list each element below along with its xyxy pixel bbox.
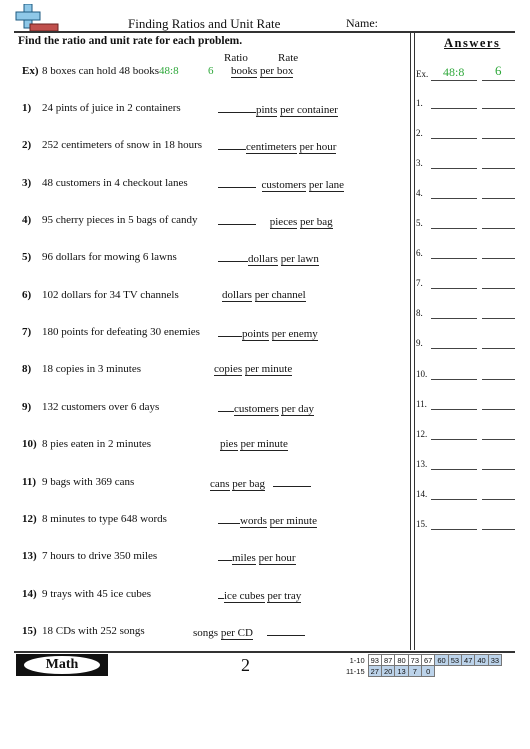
- ratio-answer-field[interactable]: [431, 348, 477, 349]
- page-title: Finding Ratios and Unit Rate: [128, 16, 281, 31]
- problem-number: 5): [22, 251, 32, 263]
- score-cell: 87: [381, 655, 394, 666]
- unit-rate-blank[interactable]: songs per CD: [193, 625, 305, 639]
- problem-number: 4): [22, 214, 32, 226]
- ratio-answer-field[interactable]: [431, 439, 477, 440]
- problem-text: 18 CDs with 252 songs: [42, 625, 145, 637]
- answer-label: 4.: [416, 188, 423, 198]
- answer-label: 14.: [416, 489, 428, 499]
- answer-example-rate: 6: [495, 63, 502, 78]
- answer-label: 3.: [416, 158, 423, 168]
- problem-text: 95 cherry pieces in 5 bags of candy: [42, 214, 198, 226]
- name-label: Name:: [346, 16, 378, 30]
- rate-answer-field[interactable]: [482, 228, 515, 229]
- answer-example-label: Ex.: [416, 69, 429, 79]
- unit-rate-blank[interactable]: words per minute: [218, 513, 317, 527]
- answer-label: 6.: [416, 248, 423, 258]
- score-cell: 0: [422, 666, 435, 677]
- ratio-answer-field[interactable]: [431, 168, 477, 169]
- problem-number: 10): [22, 438, 37, 450]
- problem-number: 8): [22, 363, 32, 375]
- rate-answer-field[interactable]: [482, 318, 515, 319]
- ratio-answer-field[interactable]: [431, 138, 477, 139]
- ratio-column-header: Ratio: [224, 52, 248, 64]
- score-cell: 93: [368, 655, 381, 666]
- score-cell: 67: [422, 655, 435, 666]
- problem-number: 9): [22, 401, 32, 413]
- example-rate: 6: [208, 65, 214, 77]
- score-cell: 13: [395, 666, 408, 677]
- unit-rate-blank[interactable]: dollars per lawn: [218, 251, 319, 265]
- unit-rate-blank[interactable]: miles per hour: [218, 550, 296, 564]
- problem-text: 132 customers over 6 days: [42, 401, 160, 413]
- rate-answer-field[interactable]: [482, 348, 515, 349]
- ratio-answer-field[interactable]: [431, 469, 477, 470]
- ratio-answer-field[interactable]: [431, 499, 477, 500]
- score-key-row: [344, 655, 502, 666]
- unit-rate-blank[interactable]: customers per day: [218, 401, 314, 415]
- answer-label: 15.: [416, 519, 428, 529]
- unit-rate-blank[interactable]: points per enemy: [218, 326, 318, 340]
- answer-label: 10.: [416, 369, 428, 379]
- problem-text: 8 minutes to type 648 words: [42, 513, 167, 525]
- problem-text: 102 dollars for 34 TV channels: [42, 289, 179, 301]
- problem-number: 1): [22, 102, 32, 114]
- score-cell: 53: [448, 655, 461, 666]
- ratio-answer-field[interactable]: [431, 108, 477, 109]
- rate-answer-field[interactable]: [482, 469, 515, 470]
- answer-label: 1.: [416, 98, 423, 108]
- footer-rule: [14, 651, 515, 653]
- answer-example-ratio: 48:8: [443, 65, 465, 79]
- ratio-answer-field[interactable]: [431, 529, 477, 530]
- example-text: 8 boxes can hold 48 books48:8: [42, 65, 179, 77]
- score-key-table: [344, 654, 502, 677]
- rate-answer-field[interactable]: [482, 258, 515, 259]
- ratio-answer-field[interactable]: [431, 288, 477, 289]
- problem-number: 3): [22, 177, 32, 189]
- problem-text: 24 pints of juice in 2 containers: [42, 102, 181, 114]
- problem-text: 9 trays with 45 ice cubes: [42, 588, 152, 600]
- rate-answer-field[interactable]: [482, 288, 515, 289]
- example-units: books per box: [231, 65, 294, 77]
- problem-number: 6): [22, 289, 32, 301]
- problem-text: 48 customers in 4 checkout lanes: [42, 177, 188, 189]
- example-ratio: 48:8: [159, 65, 179, 77]
- score-cell: 47: [462, 655, 475, 666]
- answers-title: Answers: [444, 36, 501, 50]
- rate-answer-field[interactable]: [482, 439, 515, 440]
- score-cell: 80: [395, 655, 408, 666]
- instructions: Find the ratio and unit rate for each problem.: [18, 35, 243, 47]
- answer-line: [482, 80, 515, 81]
- answer-label: 13.: [416, 459, 428, 469]
- problem-number: 12): [22, 513, 37, 525]
- rate-column-header: Rate: [278, 52, 299, 64]
- problem-number: 15): [22, 625, 37, 637]
- problem-number: 14): [22, 588, 37, 600]
- answer-label: 12.: [416, 429, 428, 439]
- score-key-row: [344, 666, 502, 677]
- unit-rate-blank[interactable]: cans per bag: [210, 476, 311, 490]
- problem-number: 7): [22, 326, 32, 338]
- answer-label: 2.: [416, 128, 423, 138]
- answer-label: 5.: [416, 218, 423, 228]
- answer-column-divider: [410, 33, 415, 650]
- unit-rate-blank[interactable]: pies per minute: [220, 438, 288, 450]
- unit-rate-blank[interactable]: centimeters per hour: [218, 139, 336, 153]
- rate-answer-field[interactable]: [482, 168, 515, 169]
- score-cell: 40: [475, 655, 488, 666]
- page-number: 2: [241, 655, 250, 675]
- rate-answer-field[interactable]: [482, 198, 515, 199]
- problem-number: 13): [22, 550, 37, 562]
- score-cell: 73: [408, 655, 421, 666]
- answer-label: 8.: [416, 308, 423, 318]
- ratio-answer-field[interactable]: [431, 379, 477, 380]
- problem-text: 8 pies eaten in 2 minutes: [42, 438, 152, 450]
- problem-text: 9 bags with 369 cans: [42, 476, 135, 488]
- ratio-answer-field[interactable]: [431, 409, 477, 410]
- ratio-answer-field[interactable]: [431, 318, 477, 319]
- score-cell: 27: [368, 666, 381, 677]
- subject-label: Math: [24, 656, 100, 674]
- plus-minus-logo-icon: [14, 4, 60, 34]
- subject-badge: [16, 654, 108, 676]
- rate-answer-field[interactable]: [482, 409, 515, 410]
- rate-answer-field[interactable]: [482, 499, 515, 500]
- unit-rate-blank[interactable]: pieces per bag: [218, 214, 333, 228]
- score-cell: 20: [381, 666, 394, 677]
- score-key-label: 1-10: [349, 655, 365, 665]
- ratio-answer-field[interactable]: [431, 258, 477, 259]
- rate-answer-field[interactable]: [482, 138, 515, 139]
- unit-rate-blank[interactable]: dollars per channel: [222, 289, 306, 301]
- unit-rate-blank[interactable]: copies per minute: [214, 363, 293, 375]
- rate-answer-field[interactable]: [482, 108, 515, 109]
- answer-label: 9.: [416, 338, 423, 348]
- answer-label: 11.: [416, 399, 427, 409]
- score-cell: 7: [408, 666, 421, 677]
- unit-rate-blank[interactable]: pints per container: [218, 102, 338, 116]
- problem-text: 180 points for defeating 30 enemies: [42, 326, 200, 338]
- score-cell: 33: [488, 655, 501, 666]
- answer-line: [431, 80, 477, 81]
- header-rule: [14, 31, 515, 33]
- score-key-label: 11-15: [346, 666, 365, 676]
- rate-answer-field[interactable]: [482, 379, 515, 380]
- problem-text: 18 copies in 3 minutes: [42, 363, 141, 375]
- problem-text: 252 centimeters of snow in 18 hours: [42, 139, 203, 151]
- score-cell: 60: [435, 655, 448, 666]
- problem-text: 7 hours to drive 350 miles: [42, 550, 158, 562]
- problem-text: 96 dollars for mowing 6 lawns: [42, 251, 177, 263]
- answer-label: 7.: [416, 278, 423, 288]
- problem-number: 2): [22, 139, 32, 151]
- ratio-answer-field[interactable]: [431, 198, 477, 199]
- example-label: Ex): [22, 65, 39, 77]
- rate-answer-field[interactable]: [482, 529, 515, 530]
- problem-number: 11): [22, 476, 37, 488]
- unit-rate-blank[interactable]: ice cubes per tray: [218, 588, 301, 602]
- ratio-answer-field[interactable]: [431, 228, 477, 229]
- unit-rate-blank[interactable]: customers per lane: [218, 177, 344, 191]
